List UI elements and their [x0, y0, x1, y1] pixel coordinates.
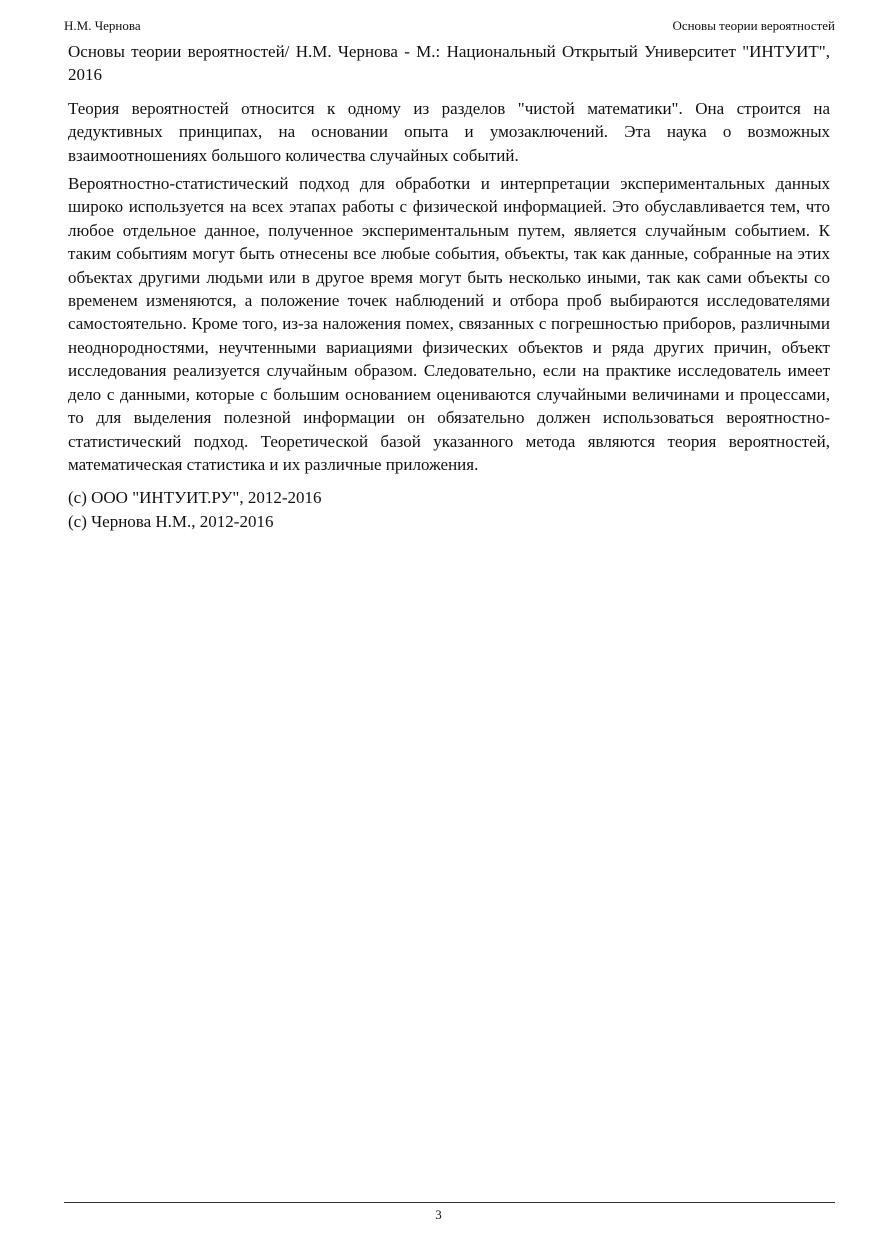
header-book-title: Основы теории вероятностей [672, 18, 835, 33]
paragraph-intro: Теория вероятностей относится к одному из разделов "чистой математики". Она строится на дедуктивных принципах, на основании опыта и умозаключений. Эта наука о возможных взаимоотношениях большого количества случайных событий. [68, 98, 830, 165]
page-content [68, 40, 830, 533]
running-header [64, 16, 835, 36]
page-number: 3 [435, 1207, 442, 1222]
copyright-publisher: (c) ООО "ИНТУИТ.РУ", 2012-2016 [68, 488, 322, 508]
copyright-author: (c) Чернова Н.М., 2012-2016 [68, 511, 274, 531]
citation: Основы теории вероятностей/ Н.М. Чернова - М.: Национальный Открытый Университет "ИНТУИТ", 2016 [68, 42, 830, 85]
header-author: Н.М. Чернова [64, 18, 141, 33]
footer-divider [64, 1202, 835, 1203]
paragraph-approach: Вероятностно-статистический подход для обработки и интерпретации экспериментальных данных широко используется на всех этапах работы с физической информацией. Это обуславливается тем, что любое отдельное данное, полученное экспериментальным путем, является случайным событием. К таким событиям могут быть отнесены все любые события, объекты, так как данные, собранные на этих объектах другими людьми или в другое время могут быть несколько иными, так как сами объекты со временем изменяются, а положение точек наблюдений и отбора проб выбираются исследователями самостоятельно. Кроме того, из-за наложения помех, связанных с погрешностью приборов, различными неоднородностями, неучтенными вариациями физических объектов и ряда других причин, объект исследования реализуется случайным образом. Следовательно, если на практике исследователь имеет дело с данными, которые с большим основанием оцениваются случайными величинами и процессами, то для выделения полезной информации он обязательно должен использоваться вероятностно-статистический подход. Теоретической базой указанного метода являются теория вероятностей, математическая статистика и их различные приложения. [68, 174, 830, 474]
